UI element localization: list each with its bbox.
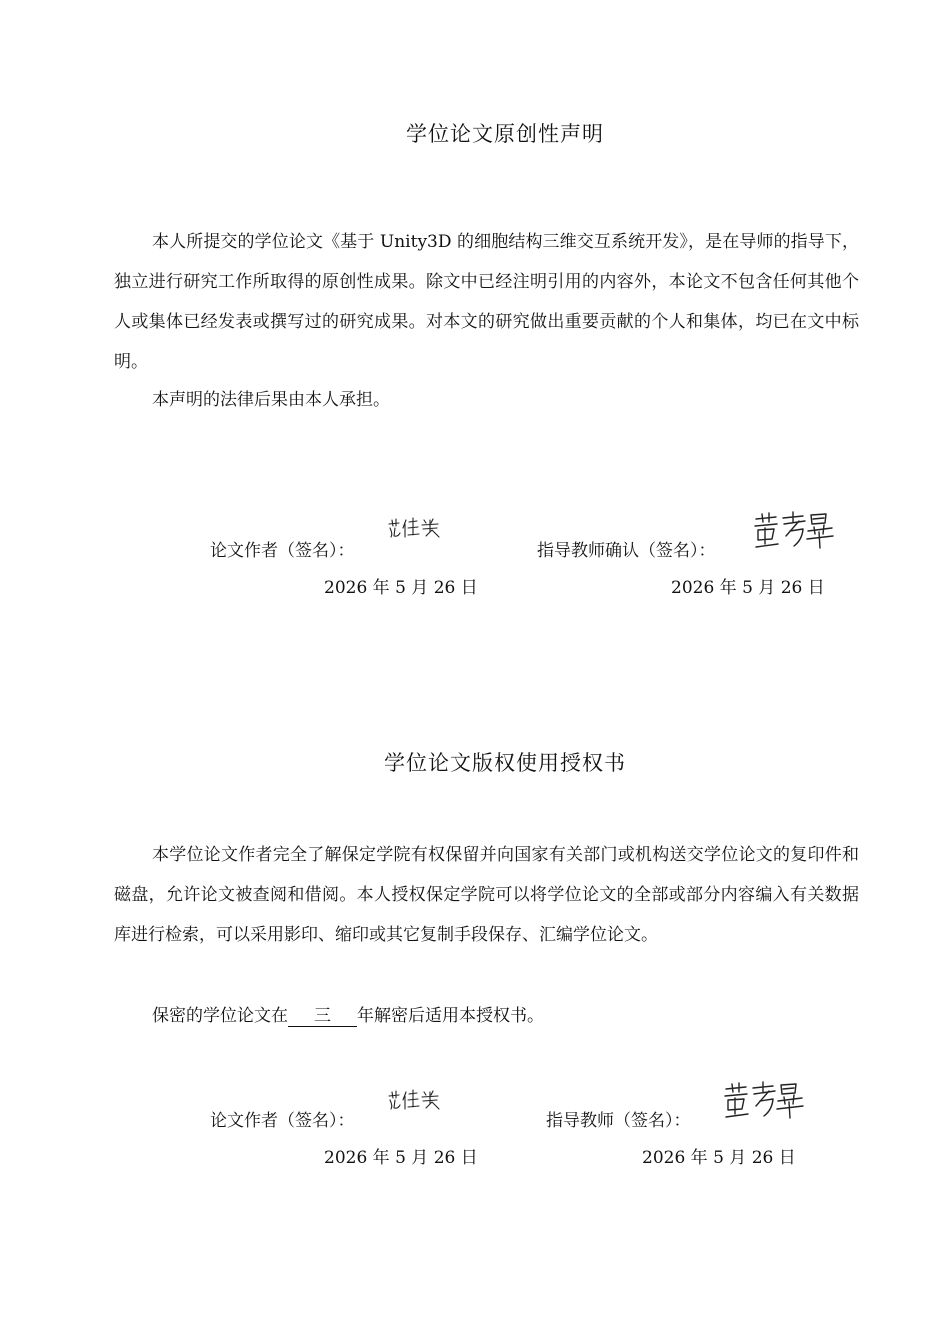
- advisor-confirm-label: 指导教师确认（签名）：: [537, 541, 716, 561]
- advisor-signature-date: 2026 年 5 月 26 日: [671, 578, 825, 598]
- secrecy-years-field: 三: [288, 1006, 357, 1027]
- advisor-handwritten-signature-2: [722, 1080, 806, 1120]
- advisor-handwritten-signature: [752, 510, 836, 550]
- author-signature-label-2: 论文作者（签名）：: [210, 1111, 355, 1131]
- author-signature-label: 论文作者（签名）：: [210, 541, 355, 561]
- author-signature-date: 2026 年 5 月 26 日: [324, 578, 478, 598]
- secrecy-suffix: 年解密后适用本授权书。: [357, 1006, 544, 1026]
- declaration-title: 学位论文原创性声明: [406, 122, 604, 146]
- declaration-liability-paragraph: 本声明的法律后果由本人承担。: [152, 390, 390, 410]
- secrecy-statement: [152, 1001, 544, 1027]
- declaration-paragraph: 本人所提交的学位论文《基于 Unity3D 的细胞结构三维交互系统开发》，是在导师的指导下，独立进行研究工作所取得的原创性成果。除文中已经注明引用的内容外，本论文不包含任何其他个人或集体已经发表或撰写过的研究成果。对本文的研究做出重要贡献的个人和集体，均已在文中标明。: [114, 232, 859, 372]
- authorization-paragraph: 本学位论文作者完全了解保定学院有权保留并向国家有关部门或机构送交学位论文的复印件和磁盘，允许论文被查阅和借阅。本人授权保定学院可以将学位论文的全部或部分内容编入有关数据库进行检索，可以采用影印、缩印或其它复制手段保存、汇编学位论文。: [114, 845, 859, 945]
- author-handwritten-signature: [386, 514, 442, 540]
- authorization-title: 学位论文版权使用授权书: [384, 751, 626, 775]
- advisor-signature-label-2: 指导教师（签名）：: [546, 1111, 691, 1131]
- author-signature-date-2: 2026 年 5 月 26 日: [324, 1148, 478, 1168]
- secrecy-prefix: 保密的学位论文在: [152, 1006, 288, 1026]
- author-handwritten-signature-2: [386, 1086, 442, 1112]
- advisor-signature-date-2: 2026 年 5 月 26 日: [642, 1148, 796, 1168]
